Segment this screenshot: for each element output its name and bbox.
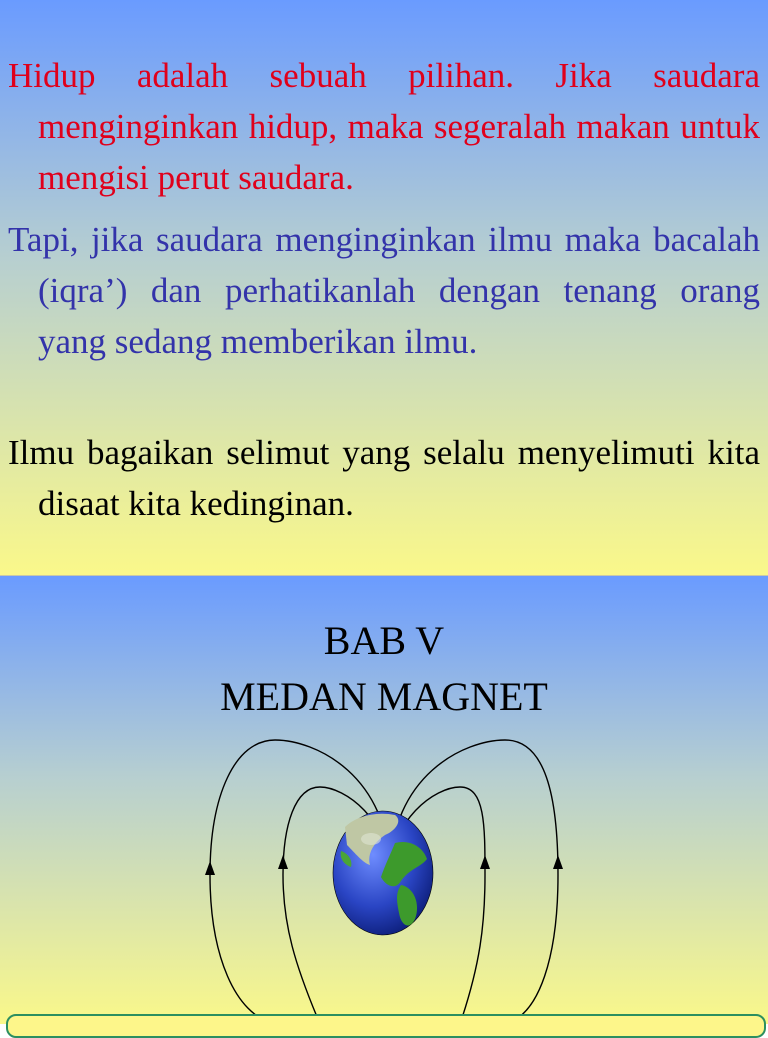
magnetic-field-diagram xyxy=(195,735,575,1024)
paragraph-text: Hidup adalah sebuah pilihan. Jika saudara menginginkan hidup, maka segeralah makan untuk mengisi perut saudara. xyxy=(8,56,760,197)
paragraph-seeking-knowledge xyxy=(8,214,760,367)
arrow-up-icon xyxy=(205,861,215,875)
arrow-up-icon xyxy=(553,855,563,869)
chapter-title: MEDAN MAGNET xyxy=(220,674,548,719)
chapter-number: BAB V xyxy=(323,618,445,663)
paragraph-knowledge-blanket xyxy=(8,427,760,529)
bottom-text-box xyxy=(6,1014,766,1038)
earth-globe-icon xyxy=(333,811,433,935)
arrow-up-icon xyxy=(480,855,490,869)
arrow-up-icon xyxy=(278,855,288,869)
paragraph-text: Tapi, jika saudara menginginkan ilmu maka bacalah (iqra’) dan perhatikanlah dengan tenang orang yang sedang memberikan ilmu. xyxy=(8,220,760,361)
paragraph-text: Ilmu bagaikan selimut yang selalu menyelimuti kita disaat kita kedinginan. xyxy=(8,433,760,523)
paragraph-life-choice xyxy=(8,50,760,203)
